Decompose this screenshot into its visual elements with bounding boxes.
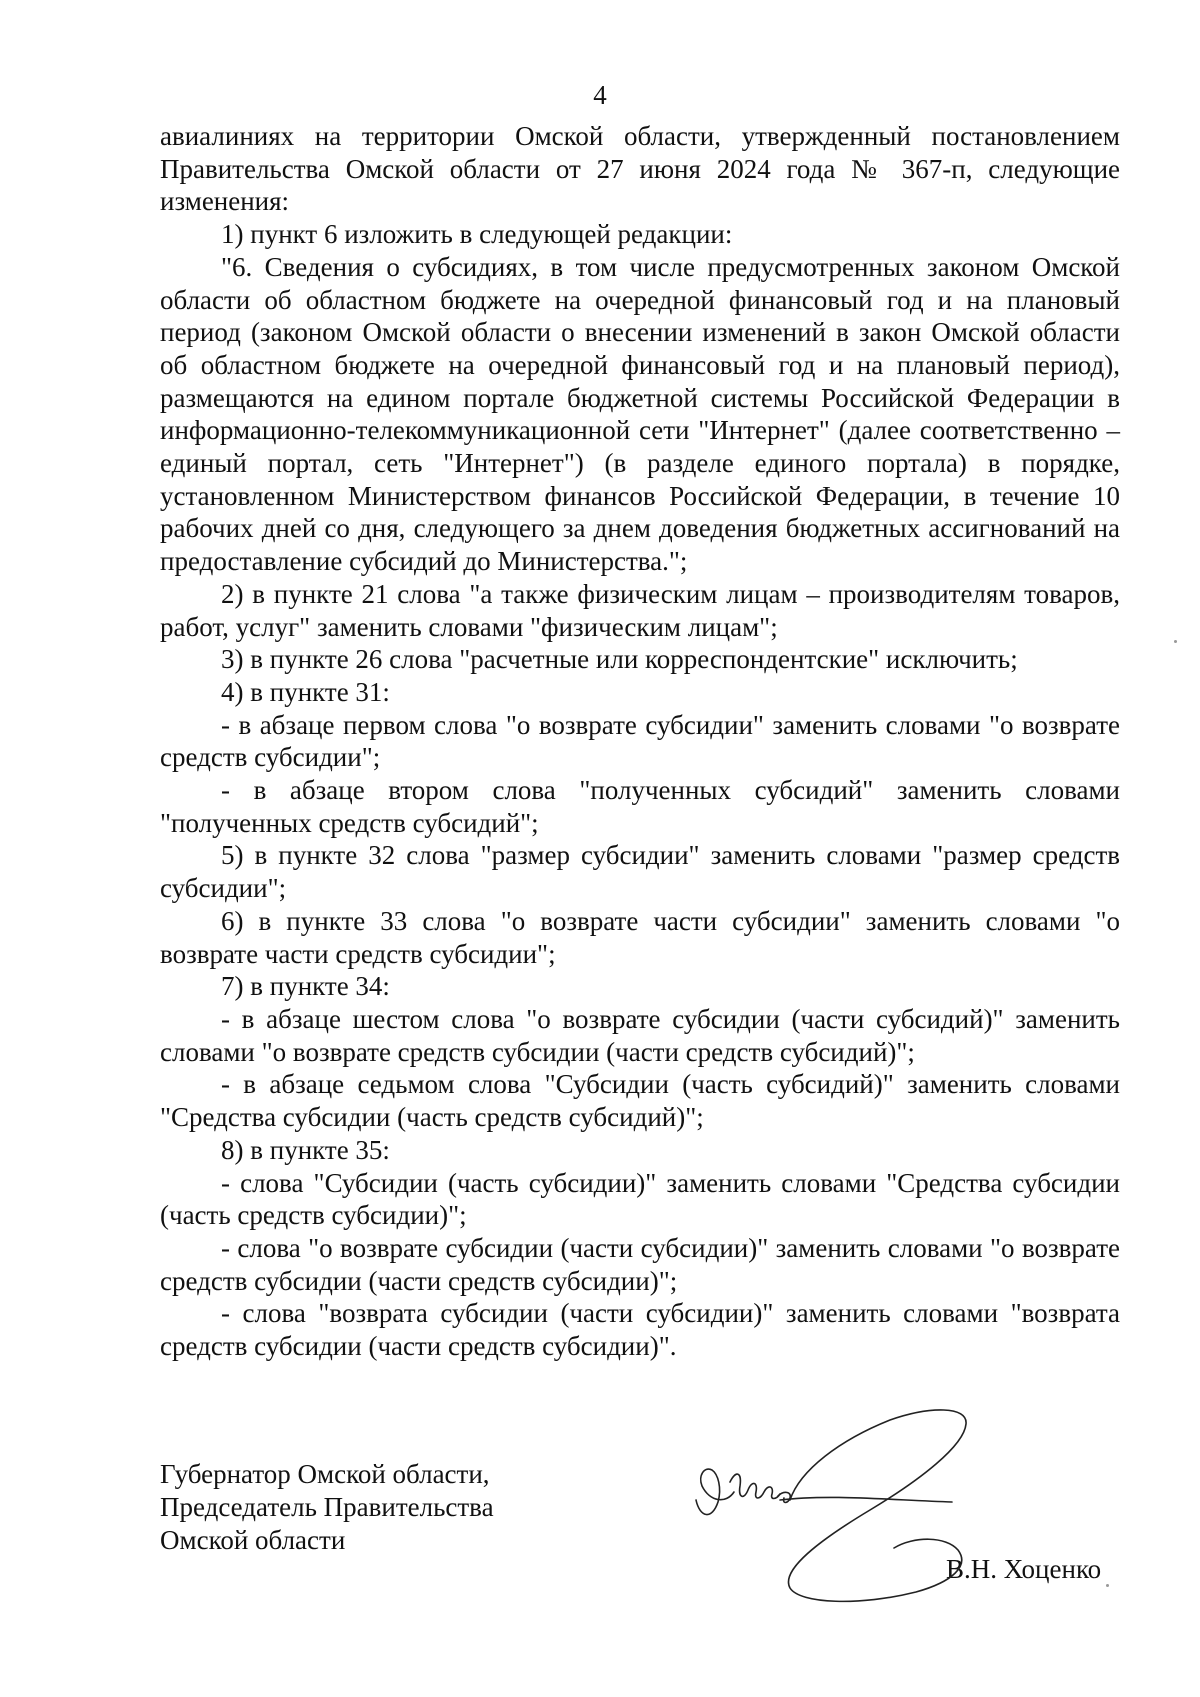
paragraph: - в абзаце седьмом слова "Субсидии (часть субсидий)" заменить словами "Средства субсидии (часть средств субсидий)"; <box>160 1069 1120 1133</box>
paragraph: 1) пункт 6 изложить в следующей редакции: <box>221 219 733 250</box>
scan-speck <box>1174 640 1177 643</box>
paragraph: 3) в пункте 26 слова "расчетные или корреспондентские" исключить; <box>221 644 1018 675</box>
paragraph: 8) в пункте 35: <box>221 1134 390 1165</box>
signer-title-block <box>160 1458 494 1557</box>
paragraph: - в абзаце шестом слова "о возврате субсидии (части субсидий)" заменить словами "о возврате средств субсидии (части средств субсидий)"; <box>160 1003 1120 1067</box>
paragraph: 6) в пункте 33 слова "о возврате части субсидии" заменить словами "о возврате части средств субсидии"; <box>160 905 1120 969</box>
paragraph: 4) в пункте 31: <box>221 676 390 707</box>
signer-title-line: Председатель Правительства <box>160 1492 494 1522</box>
paragraph: авиалиниях на территории Омской области, утвержденный постановлением Правительства Омской области от 27 июня 2024 года № 367-п, следующие изменения: <box>160 121 1120 217</box>
paragraph: 2) в пункте 21 слова "а также физическим лицам – производителям товаров, работ, услуг" заменить словами "физическим лицам"; <box>160 578 1120 642</box>
paragraph: - слова "о возврате субсидии (части субсидии)" заменить словами "о возврате средств субсидии (части средств субсидии)"; <box>160 1232 1120 1296</box>
paragraph: 7) в пункте 34: <box>221 971 390 1002</box>
signer-title-line: Губернатор Омской области, <box>160 1459 490 1489</box>
signer-title-line: Омской области <box>160 1525 346 1555</box>
document-body <box>160 120 1120 1363</box>
page-number: 4 <box>593 80 607 110</box>
signer-name: В.Н. Хоценко <box>946 1554 1102 1584</box>
paragraph: - слова "Субсидии (часть субсидии)" заменить словами "Средства субсидии (часть средств субсидии)"; <box>160 1167 1120 1231</box>
paragraph: - слова "возврата субсидии (части субсидии)" заменить словами "возврата средств субсидии (части средств субсидии)". <box>160 1298 1120 1362</box>
paragraph: "6. Сведения о субсидиях, в том числе предусмотренных законом Омской области об областном бюджете на очередной финансовый год и на плановый период (законом Омской области о внесении изменений в закон Омской области об областном бюджете на очередной финансовый год и на плановый период), размещаются на едином портале бюджетной системы Российской Федерации в информационно-телекоммуникационной сети "Интернет" (далее соответственно – единый портал, сеть "Интернет") (в разделе единого портала) в порядке, установленном Министерством финансов Российской Федерации, в течение 10 рабочих дней со дня, следующего за днем доведения бюджетных ассигнований на предоставление субсидий до Министерства."; <box>160 251 1120 577</box>
paragraph: 5) в пункте 32 слова "размер субсидии" заменить словами "размер средств субсидии"; <box>160 840 1120 904</box>
paragraph: - в абзаце втором слова "полученных субсидий" заменить словами "полученных средств субсидий"; <box>160 775 1120 838</box>
scan-speck <box>1106 1584 1109 1587</box>
paragraph: - в абзаце первом слова "о возврате субсидии" заменить словами "о возврате средств субсидии"; <box>160 709 1120 773</box>
